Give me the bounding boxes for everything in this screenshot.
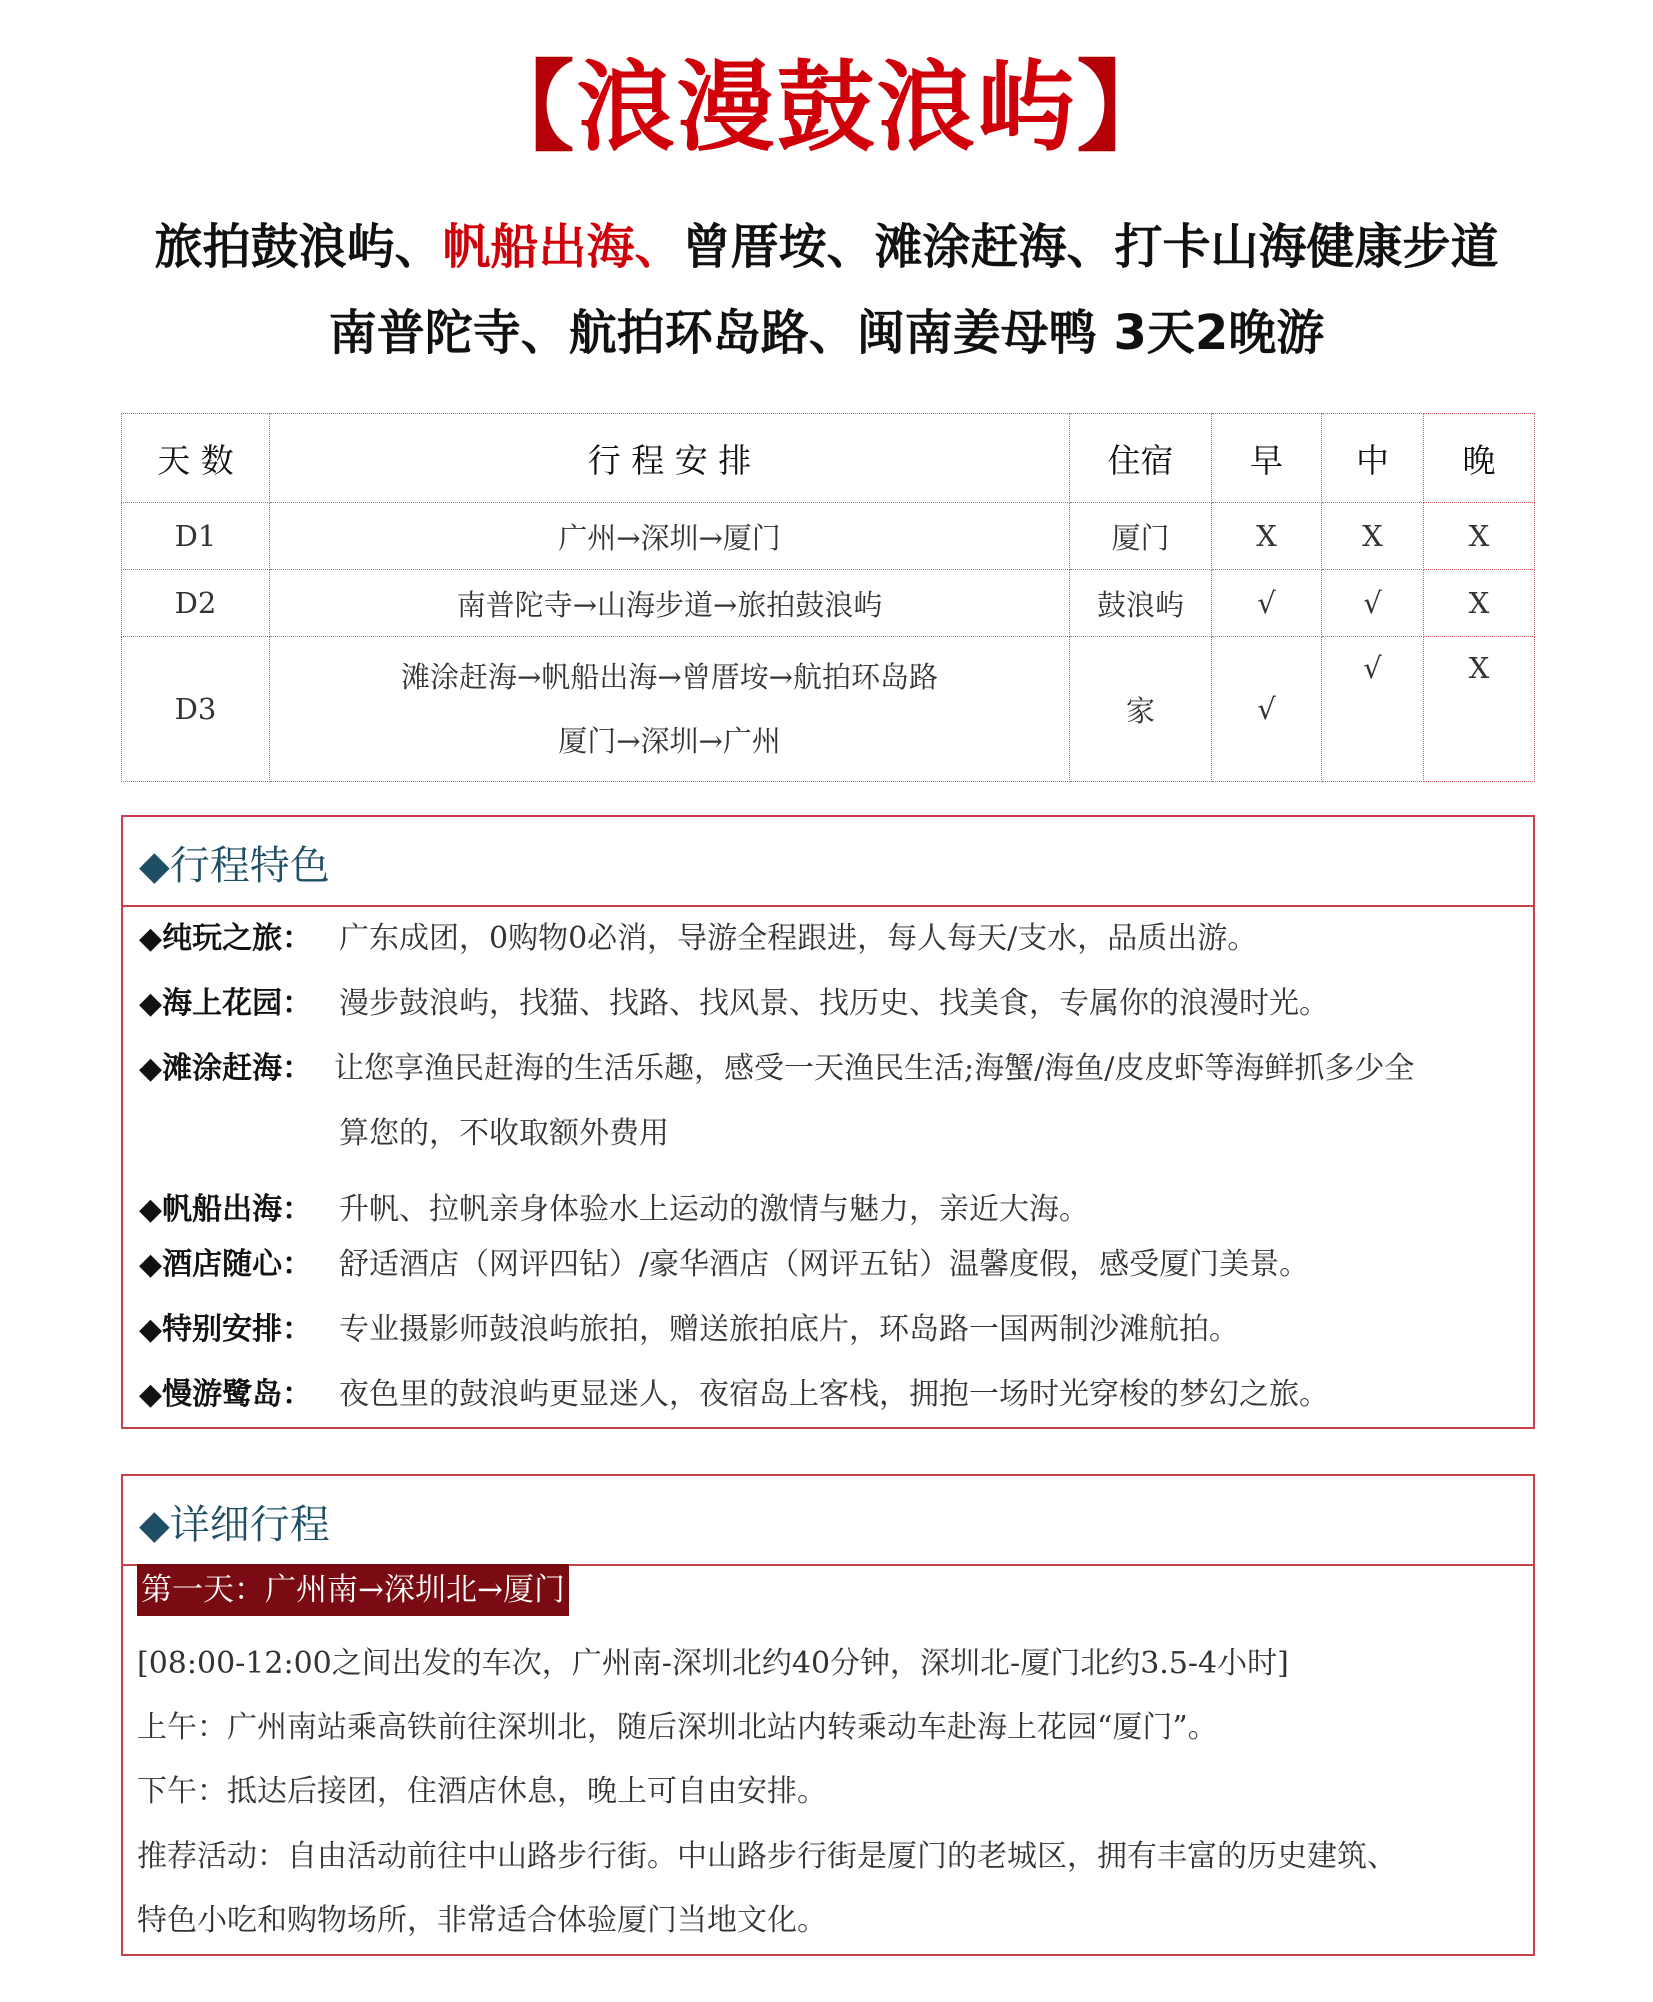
feature-text: 漫步鼓浪屿，找猫、找路、找风景、找历史、找美食，专属你的浪漫时光。 <box>339 986 1329 1021</box>
feature-item <box>139 1239 1310 1283</box>
subtitle-line-1 <box>0 208 1653 277</box>
route-line-1: 滩涂赶海→帆船出海→曾厝垵→航拍环岛路 <box>401 660 938 694</box>
page-title <box>0 42 1653 174</box>
feature-label: ◆特别安排： <box>139 1312 313 1347</box>
afternoon-text: 下午：抵达后接团，住酒店休息，晚上可自由安排。 <box>137 1774 827 1809</box>
table-row <box>122 503 1535 570</box>
details-heading: ◆详细行程 <box>139 1502 330 1548</box>
route-cell: 南普陀寺→山海步道→旅拍鼓浪屿 <box>270 570 1070 637</box>
feature-label: ◆慢游鹭岛： <box>139 1377 313 1412</box>
feature-item <box>139 1184 1089 1228</box>
feature-text: 专业摄影师鼓浪屿旅拍，赠送旅拍底片，环岛路一国两制沙滩航拍。 <box>339 1312 1239 1347</box>
feature-label: ◆海上花园： <box>139 986 313 1021</box>
features-section <box>121 815 1535 1429</box>
features-heading: ◆行程特色 <box>139 843 330 889</box>
day-1-banner: 第一天：广州南→深圳北→厦门 <box>137 1564 569 1616</box>
title-text: 浪漫鼓浪屿 <box>576 51 1077 165</box>
feature-label: ◆酒店随心： <box>139 1247 313 1282</box>
route-line-2: 厦门→深圳→广州 <box>558 724 781 758</box>
col-header-day: 天 数 <box>122 414 270 503</box>
col-header-route: 行 程 安 排 <box>270 414 1070 503</box>
feature-label: ◆帆船出海： <box>139 1192 313 1227</box>
feature-text: 让您享渔民赶海的生活乐趣，感受一天渔民生活;海蟹/海鱼/皮皮虾等海鲜抓多少全 <box>334 1051 1415 1086</box>
col-header-breakfast: 早 <box>1212 414 1322 503</box>
feature-text: 夜色里的鼓浪屿更显迷人，夜宿岛上客栈，拥抱一场时光穿梭的梦幻之旅。 <box>339 1377 1329 1412</box>
stay-cell: 鼓浪屿 <box>1070 570 1212 637</box>
col-header-dinner: 晚 <box>1424 414 1535 503</box>
feature-text: 广东成团，0购物0必消，导游全程跟进，每人每天/支水，品质出游。 <box>339 921 1258 956</box>
feature-item <box>139 913 1258 957</box>
route-cell <box>270 637 1070 782</box>
breakfast-cell: X <box>1212 503 1322 570</box>
day-cell: D3 <box>122 637 270 782</box>
feature-item <box>139 1043 1415 1087</box>
feature-text: 升帆、拉帆亲身体验水上运动的激情与魅力，亲近大海。 <box>339 1192 1089 1227</box>
feature-text: 算您的，不收取额外费用 <box>339 1116 669 1151</box>
dinner-cell: X <box>1424 570 1535 637</box>
day-cell: D2 <box>122 570 270 637</box>
feature-item <box>139 978 1329 1022</box>
features-header <box>123 817 1533 907</box>
feature-item <box>139 1304 1239 1348</box>
col-header-stay: 住宿 <box>1070 414 1212 503</box>
dinner-cell: X <box>1424 503 1535 570</box>
stay-cell: 厦门 <box>1070 503 1212 570</box>
recommend-text-1: 推荐活动：自由活动前往中山路步行街。中山路步行街是厦门的老城区，拥有丰富的历史建筑、 <box>137 1839 1397 1874</box>
route-cell: 广州→深圳→厦门 <box>270 503 1070 570</box>
morning-text: 上午：广州南站乘高铁前往深圳北，随后深圳北站内转乘动车赴海上花园“厦门”。 <box>137 1710 1218 1745</box>
feature-label: ◆滩涂赶海： <box>139 1051 313 1086</box>
subtitle-1-part-b: 曾厝垵、滩涂赶海、打卡山海健康步道 <box>682 219 1499 275</box>
day-cell: D1 <box>122 503 270 570</box>
dinner-cell: X <box>1424 637 1535 782</box>
table-row <box>122 637 1535 782</box>
table-row <box>122 570 1535 637</box>
breakfast-cell: √ <box>1212 570 1322 637</box>
stay-cell: 家 <box>1070 637 1212 782</box>
itinerary-table <box>121 413 1535 782</box>
title-bracket-left: 【 <box>476 51 577 165</box>
feature-text: 舒适酒店（网评四钻）/豪华酒店（网评五钻）温馨度假，感受厦门美景。 <box>339 1247 1310 1282</box>
col-header-lunch: 中 <box>1322 414 1424 503</box>
breakfast-cell: √ <box>1212 637 1322 782</box>
title-bracket-right: 】 <box>1076 51 1177 165</box>
table-header-row <box>122 414 1535 503</box>
details-section <box>121 1474 1535 1956</box>
feature-label: ◆纯玩之旅： <box>139 921 313 956</box>
lunch-cell: √ <box>1322 637 1424 782</box>
details-header <box>123 1476 1533 1566</box>
lunch-cell: X <box>1322 503 1424 570</box>
subtitle-line-2: 南普陀寺、航拍环岛路、闽南姜母鸭 3天2晚游 <box>328 305 1325 361</box>
recommend-text-2: 特色小吃和购物场所，非常适合体验厦门当地文化。 <box>137 1903 827 1938</box>
subtitle-1-highlight: 帆船出海、 <box>442 219 683 275</box>
timing-note: [08:00-12:00之间出发的车次，广州南-深圳北约40分钟，深圳北-厦门北约3.5-4小时] <box>137 1646 1289 1681</box>
feature-item <box>139 1369 1329 1413</box>
lunch-cell: √ <box>1322 570 1424 637</box>
subtitle-1-part-a: 旅拍鼓浪屿、 <box>154 219 443 275</box>
